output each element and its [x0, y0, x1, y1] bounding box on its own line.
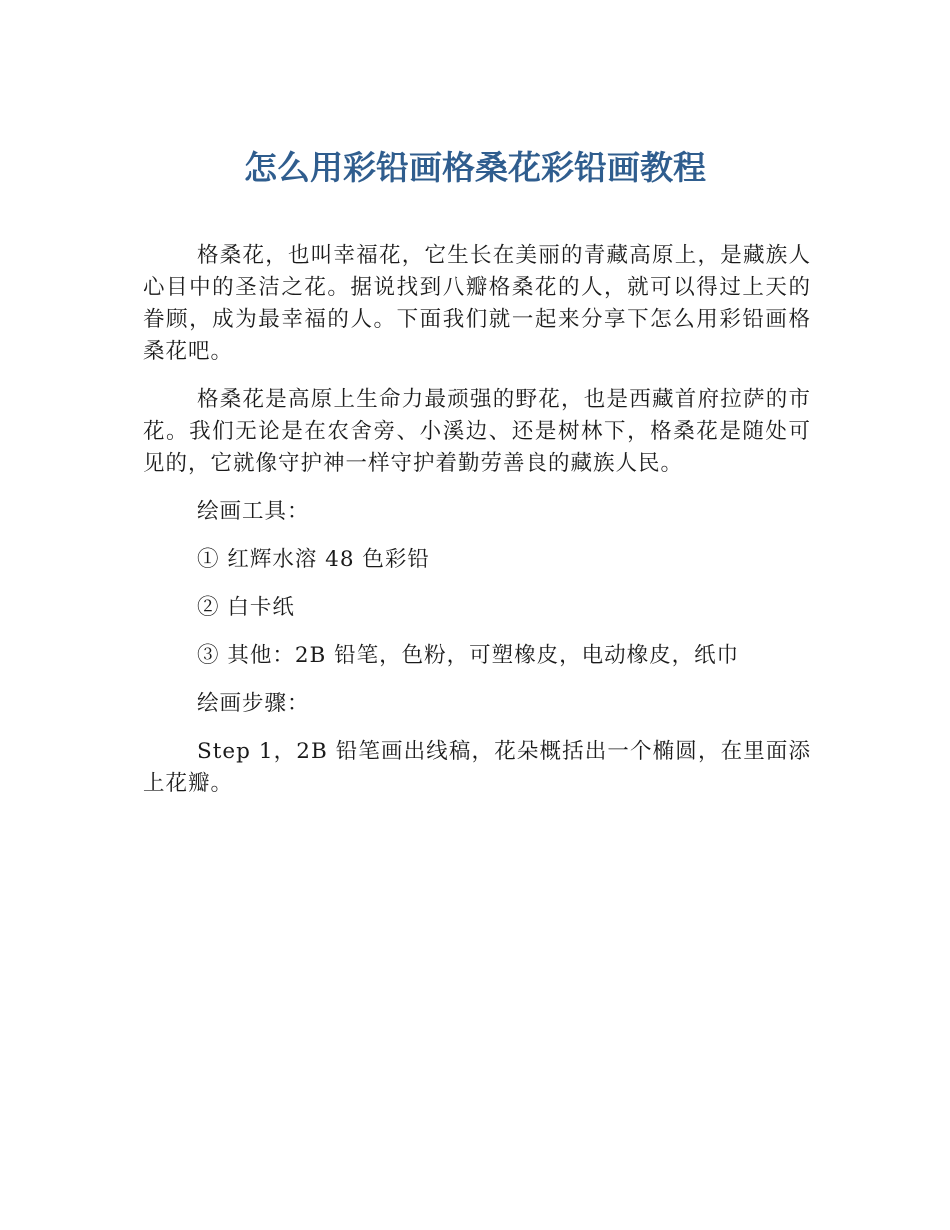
tool-item-2: ② 白卡纸 — [197, 595, 295, 620]
steps-heading: 绘画步骤： — [197, 691, 310, 716]
tools-heading: 绘画工具： — [197, 499, 310, 524]
paragraph-description: 格桑花是高原上生命力最顽强的野花，也是西藏首府拉萨的市花。我们无论是在农舍旁、小溪边、还是树林下，格桑花是随处可见的，它就像守护神一样守护着勤劳善良的藏族人民。 — [143, 387, 811, 476]
step-1-paragraph: Step 1，2B 铅笔画出线稿，花朵概括出一个椭圆，在里面添上花瓣。 — [143, 739, 811, 796]
page-title: 怎么用彩铅画格桑花彩铅画教程 — [244, 148, 706, 187]
tool-item-1: ① 红辉水溶 48 色彩铅 — [197, 547, 430, 572]
paragraph-intro: 格桑花，也叫幸福花，它生长在美丽的青藏高原上，是藏族人心目中的圣洁之花。据说找到八瓣格桑花的人，就可以得过上天的眷顾，成为最幸福的人。下面我们就一起来分享下怎么用彩铅画格桑花吧。 — [143, 243, 811, 364]
tool-item-3: ③ 其他：2B 铅笔，色粉，可塑橡皮，电动橡皮，纸巾 — [197, 643, 740, 668]
document-body — [143, 240, 811, 816]
